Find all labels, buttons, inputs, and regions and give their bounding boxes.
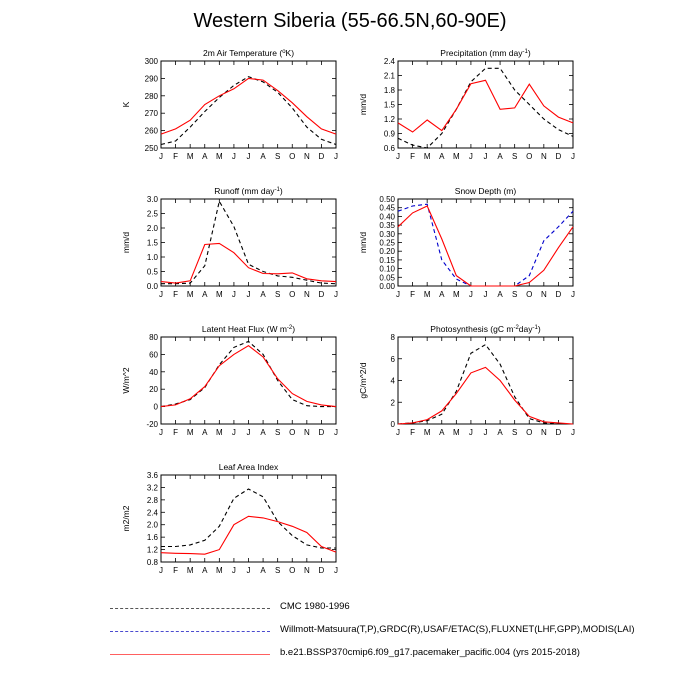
x-tick-label: J: [396, 290, 400, 299]
x-tick-label: A: [260, 152, 266, 161]
y-tick-label: 0.50: [379, 195, 395, 204]
x-tick-label: J: [246, 428, 251, 437]
y-tick-label: 0: [390, 420, 395, 429]
y-tick-label: 1.0: [146, 253, 158, 262]
series-line-model: [398, 367, 573, 424]
x-tick-label: D: [318, 290, 325, 299]
x-tick-label: O: [289, 290, 296, 299]
y-tick-label: 3.0: [146, 195, 158, 204]
y-tick-label: 1.6: [146, 533, 158, 543]
y-tick-label: 0.8: [146, 558, 158, 567]
x-tick-label: A: [260, 428, 266, 437]
x-tick-label: J: [396, 428, 400, 437]
y-tick-label: 3.6: [146, 471, 158, 480]
x-tick-label: N: [303, 428, 310, 437]
x-tick-label: N: [303, 566, 310, 575]
x-tick-label: J: [159, 290, 163, 299]
x-tick-label: A: [202, 566, 208, 575]
y-tick-label: 260: [144, 126, 158, 136]
x-tick-label: N: [303, 152, 310, 161]
y-tick-label: 20: [149, 385, 158, 395]
y-axis-label: gC/m^2/d: [358, 362, 368, 399]
x-tick-label: J: [468, 290, 473, 299]
plot-frame: [161, 337, 336, 424]
x-tick-label: N: [540, 152, 547, 161]
y-tick-label: 2.5: [146, 209, 158, 219]
x-tick-label: M: [423, 290, 431, 299]
plot-frame: [161, 199, 336, 286]
chart-title: Leaf Area Index: [218, 462, 279, 472]
y-axis-label: mm/d: [121, 231, 131, 254]
legend-label-model: b.e21.BSSP370cmip6.f09_g17.pacemaker_pacific.004 (yrs 2015-2018): [280, 647, 580, 658]
y-tick-label: 0.0: [146, 282, 158, 291]
y-tick-label: 0.45: [379, 203, 395, 213]
y-tick-label: 1.5: [383, 100, 395, 110]
chart-panel-5: [358, 324, 575, 437]
x-tick-label: D: [318, 152, 325, 161]
x-tick-label: J: [159, 566, 163, 575]
y-tick-label: 3.2: [146, 483, 158, 493]
x-tick-label: N: [540, 290, 547, 299]
x-tick-label: S: [511, 428, 518, 437]
x-tick-label: O: [289, 428, 296, 437]
chart-panel-2: [121, 186, 338, 299]
y-tick-label: 2.0: [146, 520, 158, 530]
series-line-cmc: [398, 345, 573, 424]
y-tick-label: 0.10: [379, 264, 395, 274]
legend-swatch-model: [110, 654, 270, 655]
series-line-cmc: [161, 201, 336, 283]
x-tick-label: J: [483, 152, 488, 161]
y-tick-label: 0.20: [379, 247, 395, 257]
x-tick-label: M: [215, 566, 223, 575]
plot-frame: [398, 337, 573, 424]
x-tick-label: J: [468, 152, 473, 161]
x-tick-label: J: [334, 566, 338, 575]
y-tick-label: 2.1: [383, 71, 395, 81]
x-tick-label: A: [439, 290, 445, 299]
x-tick-label: M: [215, 152, 223, 161]
x-tick-label: A: [202, 428, 208, 437]
y-axis-label: W/m^2: [121, 367, 131, 394]
y-axis-label: mm/d: [358, 231, 368, 254]
y-tick-label: 0.30: [379, 229, 395, 239]
y-tick-label: 0.5: [146, 267, 158, 277]
legend-label-obs: Willmott-Matsuura(T,P),GRDC(R),USAF/ETAC(S),FLUXNET(LHF,GPP),MODIS(LAI): [280, 624, 635, 635]
x-tick-label: J: [231, 152, 236, 161]
x-tick-label: J: [159, 428, 163, 437]
series-line-model: [161, 516, 336, 554]
y-tick-label: 60: [149, 350, 158, 360]
series-line-model: [161, 243, 336, 283]
y-tick-label: 80: [149, 333, 158, 342]
x-tick-label: M: [452, 152, 460, 161]
x-tick-label: S: [511, 290, 518, 299]
x-tick-label: M: [423, 428, 431, 437]
x-tick-label: A: [202, 290, 208, 299]
plot-frame: [398, 199, 573, 286]
x-tick-label: F: [410, 152, 416, 161]
x-tick-label: J: [246, 566, 251, 575]
chart-title: Latent Heat Flux (W $m^{-2}$): [201, 324, 296, 334]
y-tick-label: 0.15: [379, 255, 395, 265]
y-tick-label: 0.9: [383, 129, 395, 139]
chart-title: 2m Air Temperature ($^o$K): [202, 48, 295, 58]
y-tick-label: 0.35: [379, 221, 395, 231]
x-tick-label: F: [173, 428, 179, 437]
chart-panel-1: [358, 48, 575, 161]
x-tick-label: J: [246, 152, 251, 161]
x-tick-label: J: [571, 152, 575, 161]
x-tick-label: M: [452, 290, 460, 299]
x-tick-label: D: [318, 428, 325, 437]
x-tick-label: M: [186, 566, 194, 575]
x-tick-label: J: [483, 428, 488, 437]
x-tick-label: F: [410, 428, 416, 437]
x-tick-label: A: [260, 290, 266, 299]
y-tick-label: 40: [149, 367, 158, 377]
y-tick-label: 4: [390, 376, 395, 386]
plot-frame: [161, 475, 336, 562]
y-tick-label: 0.6: [383, 144, 395, 153]
y-tick-label: 0.25: [379, 238, 395, 248]
y-tick-label: 6: [390, 354, 395, 364]
y-tick-label: 1.5: [146, 238, 158, 248]
y-tick-label: -20: [146, 420, 158, 429]
y-tick-label: 270: [144, 109, 158, 119]
x-tick-label: A: [497, 428, 503, 437]
series-line-model: [161, 78, 336, 134]
series-line-model: [398, 80, 573, 132]
plot-frame: [398, 61, 573, 148]
x-tick-label: A: [439, 152, 445, 161]
x-tick-label: J: [571, 428, 575, 437]
x-tick-label: M: [215, 428, 223, 437]
y-tick-label: 0.05: [379, 273, 395, 283]
y-axis-label: m2/m2: [121, 505, 131, 532]
x-tick-label: S: [511, 152, 518, 161]
x-tick-label: A: [497, 290, 503, 299]
x-tick-label: M: [215, 290, 223, 299]
y-tick-label: 2.0: [146, 224, 158, 233]
x-tick-label: D: [318, 566, 325, 575]
x-tick-label: J: [571, 290, 575, 299]
x-tick-label: O: [289, 152, 296, 161]
x-tick-label: J: [334, 428, 338, 437]
x-tick-label: S: [274, 290, 281, 299]
x-tick-label: A: [439, 428, 445, 437]
y-tick-label: 1.2: [383, 115, 395, 124]
x-tick-label: N: [540, 428, 547, 437]
y-tick-label: 2.4: [383, 57, 395, 66]
y-tick-label: 300: [144, 57, 158, 66]
x-tick-label: J: [468, 428, 473, 437]
x-tick-label: M: [186, 428, 194, 437]
x-tick-label: F: [173, 152, 179, 161]
x-tick-label: M: [423, 152, 431, 161]
series-line-cmc: [161, 489, 336, 548]
y-axis-label: mm/d: [358, 93, 368, 116]
x-tick-label: M: [452, 428, 460, 437]
x-tick-label: O: [526, 428, 533, 437]
x-tick-label: A: [497, 152, 503, 161]
series-line-model: [161, 346, 336, 407]
x-tick-label: J: [334, 152, 338, 161]
x-tick-label: F: [173, 566, 179, 575]
x-tick-label: J: [231, 428, 236, 437]
x-tick-label: S: [274, 428, 281, 437]
chart-panel-3: [358, 186, 575, 299]
x-tick-label: O: [289, 566, 296, 575]
x-tick-label: S: [274, 152, 281, 161]
series-line-cmc: [161, 77, 336, 145]
x-tick-label: A: [260, 566, 266, 575]
legend-label-cmc: CMC 1980-1996: [280, 601, 350, 612]
x-tick-label: A: [202, 152, 208, 161]
y-tick-label: 1.2: [146, 545, 158, 555]
x-tick-label: S: [274, 566, 281, 575]
page-title: Western Siberia (55-66.5N,60-90E): [193, 10, 507, 32]
legend-swatch-obs: [110, 631, 270, 632]
x-tick-label: D: [555, 290, 562, 299]
x-tick-label: D: [555, 152, 562, 161]
y-tick-label: 1.8: [383, 86, 395, 95]
chart-panel-4: [121, 324, 338, 437]
x-tick-label: J: [246, 290, 251, 299]
y-tick-label: 0.40: [379, 212, 395, 222]
y-tick-label: 0.00: [379, 282, 395, 291]
x-tick-label: J: [231, 290, 236, 299]
x-tick-label: O: [526, 152, 533, 161]
y-tick-label: 2.4: [146, 508, 158, 518]
series-line-cmc: [161, 341, 336, 406]
x-tick-label: N: [303, 290, 310, 299]
y-tick-label: 8: [390, 333, 395, 342]
x-tick-label: J: [396, 152, 400, 161]
chart-title: Snow Depth (m): [454, 186, 517, 196]
x-tick-label: M: [186, 152, 194, 161]
x-tick-label: M: [186, 290, 194, 299]
y-tick-label: 250: [144, 144, 158, 153]
x-tick-label: J: [483, 290, 488, 299]
chart-panel-6: [121, 462, 338, 575]
series-line-model: [398, 206, 573, 286]
y-tick-label: 2: [390, 398, 395, 408]
chart-title: Precipitation (mm day$^{-1}$): [440, 48, 531, 58]
x-tick-label: J: [334, 290, 338, 299]
plot-frame: [161, 61, 336, 148]
x-tick-label: F: [410, 290, 416, 299]
y-tick-label: 2.8: [146, 495, 158, 505]
x-tick-label: F: [173, 290, 179, 299]
legend-swatch-cmc: [110, 608, 270, 609]
y-tick-label: 0: [153, 402, 158, 412]
chart-title: Photosynthesis (gC $m^{-2}day^{-1}$): [430, 324, 541, 334]
x-tick-label: J: [231, 566, 236, 575]
chart-panel-0: [121, 48, 338, 161]
series-line-obs: [398, 204, 573, 286]
x-tick-label: D: [555, 428, 562, 437]
x-tick-label: O: [526, 290, 533, 299]
x-tick-label: J: [159, 152, 163, 161]
chart-title: Runoff (mm day$^{-1}$): [214, 186, 283, 196]
y-axis-label: K: [121, 101, 131, 108]
y-tick-label: 290: [144, 74, 158, 84]
y-tick-label: 280: [144, 91, 158, 101]
